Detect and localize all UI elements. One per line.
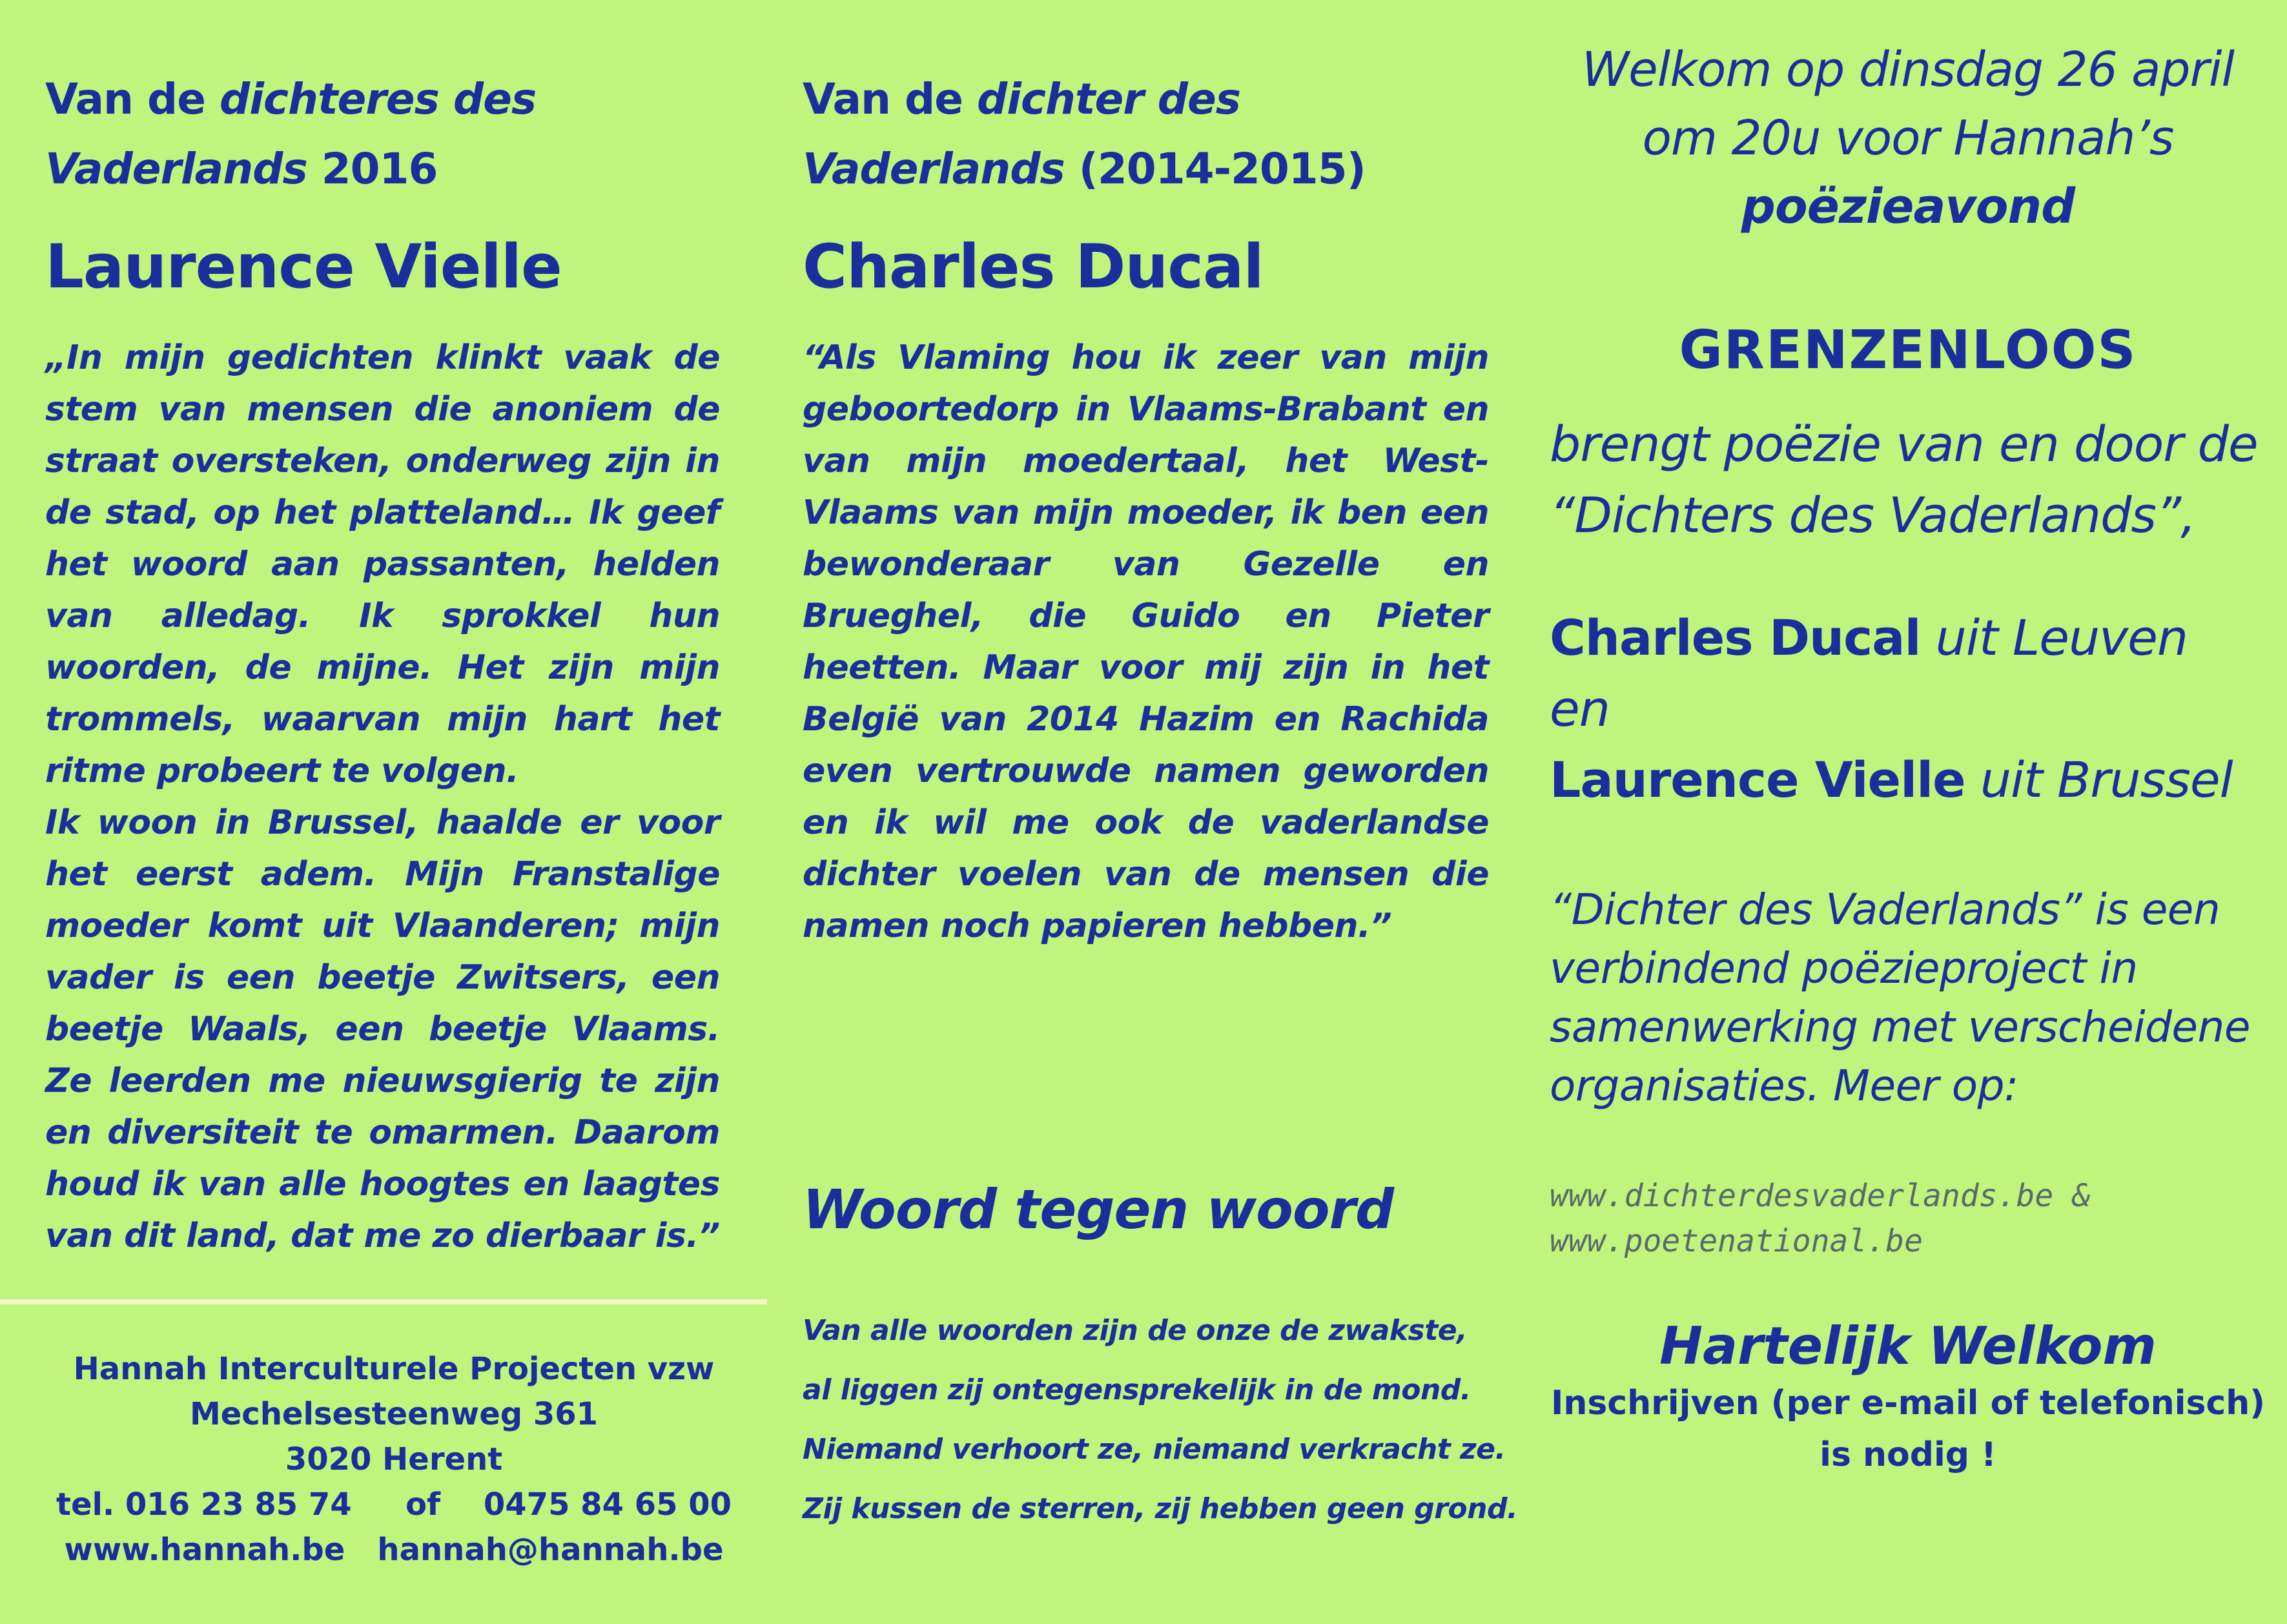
poem [803,1301,1518,1539]
poem-line: al liggen zij ontegensprekelijk in de mond. [803,1373,1471,1406]
signup-line-1: Inschrijven (per e-mail of telefonisch) [1550,1384,2266,1423]
right-column [1550,36,2266,1481]
address-web[interactable]: www.hannah.be hannah@hannah.be [64,1532,724,1568]
address-city: 3020 Herent [285,1441,503,1477]
poets-list [1550,602,2266,816]
left-quote-paragraph-1: „In mijn gedichten klinkt vaak de stem van mensen die anoniem de straat oversteken, onderweg zijn in de stad, op het platteland… Ik geef het woord aan passanten, helden van alledag. Ik sprokkel hun woorden, de mijne. Het zijn mijn trommels, waarvan mijn hart het ritme probeert te volgen. [45,338,720,790]
link-poetenational[interactable]: www.poetenational.be [1550,1223,1923,1259]
project-description: “Dichter des Vaderlands” is een verbindend poëzieproject in samenwerking met verscheidene organisaties. Meer op: [1550,885,2250,1111]
left-column [45,65,720,1262]
link-dichterdesvaderlands[interactable]: www.dichterdesvaderlands.be & [1550,1178,2091,1214]
poet-2-name: Laurence Vielle [1550,751,1965,808]
middle-heading-years: (2014-2015) [1064,144,1366,194]
left-heading-italic: dichteres des [219,74,537,124]
left-heading [45,65,720,204]
poem-line: Van alle woorden zijn de onze de zwakste, [803,1314,1468,1347]
divider-line [0,1299,767,1304]
poem-line: Niemand verhoort ze, niemand verkracht ze. [803,1433,1506,1466]
middle-poet-name: Charles Ducal [803,232,1264,302]
left-poet-name: Laurence Vielle [45,232,562,302]
event-title: GRENZENLOOS [1679,320,2137,381]
welcome-event-type: poëzieavond [1741,179,2075,234]
poem-line: Zij kussen de sterren, zij hebben geen grond. [803,1492,1518,1525]
poet-2-city: uit Brussel [1965,751,2233,808]
welcome-date: Welkom op dinsdag 26 april [1581,42,2235,98]
middle-quote [803,332,1489,952]
links-block [1550,1173,2266,1264]
middle-heading-pre: Van de [803,74,977,124]
welcome-time: om 20u voor Hannah’s [1642,110,2174,166]
closing-welcome: Hartelijk Welkom [1659,1316,2157,1376]
middle-heading [803,65,1489,204]
middle-heading-italic: dichter des [976,74,1241,124]
signup-line-2: is nodig ! [1820,1435,1996,1474]
address-block [19,1346,768,1572]
poet-1-name: Charles Ducal [1550,609,1921,666]
signup-notice [1550,1377,2266,1481]
event-intro: brengt poëzie van en door de “Dichters des Vaderlands”, [1550,415,2258,544]
left-heading-year: 2016 [307,144,438,194]
address-org: Hannah Interculturele Projecten vzw [73,1351,715,1387]
address-street: Mechelsesteenweg 361 [189,1396,599,1432]
poets-and: en [1550,680,1610,737]
middle-quote-paragraph: “Als Vlaming hou ik zeer van mijn geboortedorp in Vlaams-Brabant en van mijn moedertaal, het West-Vlaams van mijn moeder, ik ben een bewonderaar van Gezelle en Brueghel, die Guido en Pieter heetten. Maar voor mij zijn in het België van 2014 Hazim en Rachida even vertrouwde namen geworden en ik wil me ook de vaderlandse dichter voelen van de mensen die namen noch papieren hebben.” [803,338,1489,945]
welcome-block [1550,36,2266,241]
left-heading-pre: Van de [45,74,220,124]
middle-heading-vaderlands: Vaderlands [803,144,1065,194]
left-quote-paragraph-2: Ik woon in Brussel, haalde er voor het eerst adem. Mijn Franstalige moeder komt uit Vlaanderen; mijn vader is een beetje Zwitsers, een beetje Waals, een beetje Vlaams. Ze leerden me nieuwsgierig te zijn en diversiteit te omarmen. Daarom houd ik van alle hoogtes en laagtes van dit land, dat me zo dierbaar is.” [45,803,720,1255]
left-heading-vaderlands: Vaderlands [45,144,307,194]
poet-1-city: uit Leuven [1920,609,2188,666]
address-phone: tel. 016 23 85 74 of 0475 84 65 00 [56,1486,732,1523]
left-quote [45,332,720,1262]
poem-title: Woord tegen woord [803,1178,1394,1241]
middle-column [803,65,1489,952]
